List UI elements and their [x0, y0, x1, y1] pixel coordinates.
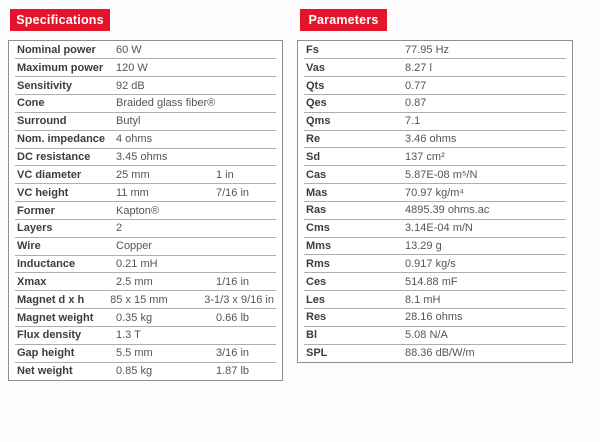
parameter-row	[298, 41, 572, 59]
spec-metric-value: 3.45 ohms	[116, 150, 168, 163]
parameter-row	[298, 255, 572, 273]
spec-label: Cone	[17, 97, 45, 110]
spec-label: Net weight	[17, 365, 73, 378]
parameter-value: 0.87	[405, 97, 427, 110]
parameter-value: 5.87E-08 m⁵/N	[405, 168, 478, 181]
spec-label: VC diameter	[17, 168, 82, 181]
specification-row	[9, 344, 282, 362]
parameter-value: 0.917 kg/s	[405, 257, 456, 270]
parameters-table	[297, 40, 573, 363]
parameter-row	[298, 94, 572, 112]
parameter-symbol: Les	[306, 293, 325, 306]
parameter-row	[298, 59, 572, 77]
spec-metric-value: 92 dB	[116, 79, 145, 92]
parameter-row	[298, 291, 572, 309]
spec-imperial-value: 7/16 in	[216, 186, 250, 199]
parameter-row	[298, 326, 572, 344]
parameter-symbol: Cas	[306, 168, 327, 181]
spec-metric-value: 5.5 mm	[116, 347, 153, 360]
spec-label: Sensitivity	[17, 79, 73, 92]
parameter-row	[298, 201, 572, 219]
parameter-symbol: Re	[306, 133, 321, 146]
specification-row	[9, 362, 282, 380]
specification-row	[9, 112, 282, 130]
parameter-symbol: Mas	[306, 186, 328, 199]
parameter-row	[298, 148, 572, 166]
spec-label: Surround	[17, 115, 67, 128]
parameter-row	[298, 308, 572, 326]
parameter-symbol: Fs	[306, 43, 319, 56]
spec-imperial-value: 0.66 lb	[216, 311, 250, 324]
spec-imperial-value: 3/16 in	[216, 347, 250, 360]
spec-metric-value: Kapton®	[116, 204, 159, 217]
parameter-symbol: Rms	[306, 257, 330, 270]
parameter-row	[298, 344, 572, 362]
specification-row	[9, 309, 282, 327]
parameter-value: 514.88 mF	[405, 275, 458, 288]
parameter-value: 77.95 Hz	[405, 43, 450, 56]
spec-metric-value: 0.35 kg	[116, 311, 153, 324]
parameter-symbol: Bl	[306, 329, 317, 342]
parameter-symbol: SPL	[306, 346, 328, 359]
parameter-symbol: Res	[306, 311, 327, 324]
spec-metric-value: 85 x 15 mm	[110, 293, 168, 306]
parameter-row	[298, 77, 572, 95]
parameter-symbol: Qes	[306, 97, 327, 110]
specification-row	[9, 184, 282, 202]
specification-row	[9, 291, 282, 309]
parameter-row	[298, 184, 572, 202]
parameter-symbol: Qts	[306, 79, 325, 92]
spec-metric-value: 0.85 kg	[116, 365, 153, 378]
parameter-value: 4895.39 ohms.ac	[405, 204, 490, 217]
spec-label: Layers	[17, 222, 53, 235]
parameter-row	[298, 112, 572, 130]
specification-row	[9, 130, 282, 148]
spec-metric-value: Butyl	[116, 115, 141, 128]
spec-metric-value: 120 W	[116, 61, 148, 74]
spec-label: Nominal power	[17, 43, 96, 56]
specification-row	[9, 237, 282, 255]
parameter-value: 0.77	[405, 79, 427, 92]
specifications-title-badge: Specifications	[10, 9, 110, 31]
spec-label: Maximum power	[17, 61, 104, 74]
parameter-row	[298, 219, 572, 237]
specification-row	[9, 41, 282, 59]
parameter-value: 5.08 N/A	[405, 329, 448, 342]
spec-metric-value: Braided glass fiber®	[116, 97, 216, 110]
spec-label: Xmax	[17, 275, 47, 288]
parameter-value: 137 cm²	[405, 150, 445, 163]
parameter-row	[298, 166, 572, 184]
parameter-value: 7.1	[405, 115, 421, 128]
specification-row	[9, 95, 282, 113]
specification-row	[9, 77, 282, 95]
parameter-value: 3.14E-04 m/N	[405, 222, 473, 235]
specification-row	[9, 255, 282, 273]
spec-label: Former	[17, 204, 55, 217]
parameter-value: 70.97 kg/m⁴	[405, 186, 465, 199]
parameter-symbol: Ces	[306, 275, 327, 288]
spec-metric-value: 11 mm	[116, 186, 149, 199]
parameter-value: 8.1 mH	[405, 293, 441, 306]
specifications-table	[8, 40, 283, 381]
spec-label: Magnet d x h	[17, 293, 85, 306]
specification-row	[9, 327, 282, 345]
parameter-symbol: Sd	[306, 150, 321, 163]
parameter-value: 13.29 g	[405, 240, 442, 253]
spec-metric-value: 2.5 mm	[116, 275, 153, 288]
specification-row	[9, 166, 282, 184]
spec-metric-value: 4 ohms	[116, 133, 153, 146]
spec-metric-value: 2	[116, 222, 123, 235]
parameter-row	[298, 237, 572, 255]
spec-label: Wire	[17, 240, 41, 253]
spec-metric-value: 25 mm	[116, 168, 150, 181]
parameter-value: 28.16 ohms	[405, 311, 463, 324]
spec-metric-value: 0.21 mH	[116, 258, 158, 271]
specification-row	[9, 59, 282, 77]
spec-imperial-value: 1/16 in	[216, 275, 250, 288]
parameter-symbol: Ras	[306, 204, 327, 217]
spec-label: Inductance	[17, 258, 76, 271]
spec-label: Nom. impedance	[17, 133, 106, 146]
spec-imperial-value: 1.87 lb	[216, 365, 250, 378]
spec-label: VC height	[17, 186, 69, 199]
spec-metric-value: 60 W	[116, 43, 142, 56]
parameter-symbol: Qms	[306, 115, 331, 128]
parameter-value: 8.27 l	[405, 61, 432, 74]
spec-imperial-value: 3-1/3 x 9/16 in	[204, 293, 274, 306]
specification-row	[9, 148, 282, 166]
parameter-value: 88.36 dB/W/m	[405, 346, 475, 359]
spec-label: DC resistance	[17, 150, 91, 163]
parameter-value: 3.46 ohms	[405, 133, 457, 146]
specification-row	[9, 273, 282, 291]
parameters-title-badge: Parameters	[300, 9, 387, 31]
parameter-row	[298, 273, 572, 291]
specification-row	[9, 219, 282, 237]
spec-label: Gap height	[17, 347, 75, 360]
spec-label: Magnet weight	[17, 311, 94, 324]
spec-metric-value: Copper	[116, 240, 153, 253]
parameter-symbol: Cms	[306, 222, 330, 235]
parameter-symbol: Vas	[306, 61, 325, 74]
spec-metric-value: 1.3 T	[116, 329, 141, 342]
spec-imperial-value: 1 in	[216, 168, 234, 181]
spec-label: Flux density	[17, 329, 82, 342]
parameter-row	[298, 130, 572, 148]
parameter-symbol: Mms	[306, 240, 332, 253]
specification-row	[9, 202, 282, 220]
